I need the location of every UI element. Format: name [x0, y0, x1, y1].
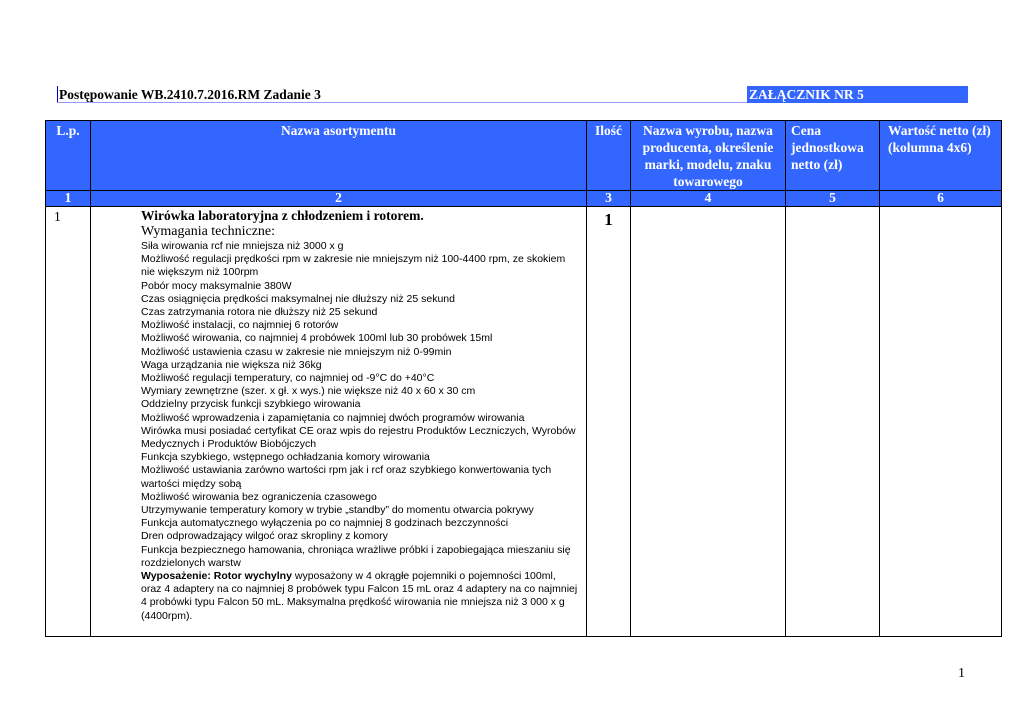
row-item-description [91, 207, 587, 637]
column-number-row [46, 191, 1002, 207]
col-num-3: 3 [587, 191, 631, 207]
equipment-spec [141, 570, 578, 623]
spec-item: Czas zatrzymania rotora nie dłuższy niż 25 sekund [141, 306, 378, 319]
spec-item: Siła wirowania rcf nie mniejsza niż 3000 x g [141, 240, 344, 252]
spec-item: Wirówka musi posiadać certyfikat CE oraz wpis do rejestru Produktów Leczniczych, Wyrobów Medycznych i Produktów Biobójczych [141, 424, 576, 451]
spec-list [141, 240, 578, 570]
procedure-title: Postępowanie WB.2410.7.2016.RM Zadanie 3 [59, 87, 321, 102]
col-header-lp: L.p. [46, 121, 91, 191]
spec-item: Waga urządzania nie większa niż 36kg [141, 358, 322, 371]
requirements-title: Wymagania techniczne: [141, 224, 276, 239]
spec-item: Dren odprowadzający wilgoć oraz skropliny z komory [141, 530, 388, 543]
row-lp: 1 [46, 207, 91, 637]
col-header-product: Nazwa wyrobu, nazwa producenta, określenie marki, modelu, znaku towarowego [631, 121, 786, 191]
spec-item: Możliwość wprowadzenia i zapamiętania co najmniej dwóch programów wirowania [141, 411, 525, 424]
spec-item: Funkcja bezpiecznego hamowania, chroniąca wrażliwe próbki i zapobiegająca mieszaniu się rozdzielonych warstw [141, 543, 571, 569]
spec-item: Oddzielny przycisk funkcji szybkiego wirowania [141, 398, 361, 411]
row-net-value-cell[interactable] [880, 207, 1002, 637]
spec-item: Pobór mocy maksymalnie 380W [141, 279, 292, 292]
spec-item: Utrzymywanie temperatury komory w trybie „standby” do momentu otwarcia pokrywy [141, 504, 534, 517]
equipment-text: wyposażony w 4 okrągłe pojemniki o pojemności 100ml, oraz 4 adaptery na co najmniej 8 probówek typu Falcon 15 mL oraz 4 adaptery na co najmniej 4 probówki typu Falcon 50 mL. Maksymalna prędkość wirowania nie mniejsza niż 3 000 x g (4400rpm). [141, 570, 578, 622]
spec-item: Czas osiągnięcia prędkości maksymalnej nie dłuższy niż 25 sekund [141, 292, 455, 305]
spec-item: Funkcja automatycznego wyłączenia po co najmniej 8 godzinach bezczynności [141, 517, 509, 530]
col-header-unit-price: Cena jednostkowa netto (zł) [786, 121, 880, 191]
spec-item: Wymiary zewnętrzne (szer. x gł. x wys.) nie większe niż 40 x 60 x 30 cm [141, 385, 476, 398]
header-underline [57, 102, 747, 103]
assortment-table [45, 120, 1002, 637]
row-product-cell[interactable] [631, 207, 786, 637]
spec-item: Możliwość instalacji, co najmniej 6 rotorów [141, 319, 339, 332]
spec-item: Możliwość ustawiania zarówno wartości rpm jak i rcf oraz szybkiego konwertowania tych wartości między sobą [141, 464, 552, 490]
col-num-5: 5 [786, 191, 880, 207]
table-header-row [46, 121, 1002, 191]
col-num-6: 6 [880, 191, 1002, 207]
document-header [57, 86, 968, 103]
spec-item: Możliwość wirowania bez ograniczenia czasowego [141, 490, 377, 503]
row-quantity: 1 [587, 207, 631, 637]
col-header-qty: Ilość [587, 121, 631, 191]
spec-item: Funkcja szybkiego, wstępnego ochładzania komory wirowania [141, 451, 430, 464]
attachment-label: ZAŁĄCZNIK NR 5 [747, 86, 968, 103]
row-unit-price-cell[interactable] [786, 207, 880, 637]
table-row [46, 207, 1002, 637]
spec-item: Możliwość ustawienia czasu w zakresie nie mniejszym niż 0-99min [141, 345, 452, 358]
spec-item: Możliwość regulacji temperatury, co najmniej od -9°C do +40°C [141, 372, 435, 385]
item-title: Wirówka laboratoryjna z chłodzeniem i rotorem. [141, 208, 424, 223]
equipment-label: Wyposażenie: Rotor wychylny [141, 570, 292, 583]
col-num-4: 4 [631, 191, 786, 207]
col-header-net-value: Wartość netto (zł) (kolumna 4x6) [880, 121, 1002, 191]
col-num-2: 2 [91, 191, 587, 207]
spec-item: Możliwość regulacji prędkości rpm w zakresie nie mniejszym niż 100-4400 rpm, ze skokiem nie większym niż 100rpm [141, 253, 566, 279]
page-number: 1 [958, 666, 965, 681]
col-header-name: Nazwa asortymentu [91, 121, 587, 191]
spec-item: Możliwość wirowania, co najmniej 4 probówek 100ml lub 30 probówek 15ml [141, 332, 493, 345]
col-num-1: 1 [46, 191, 91, 207]
